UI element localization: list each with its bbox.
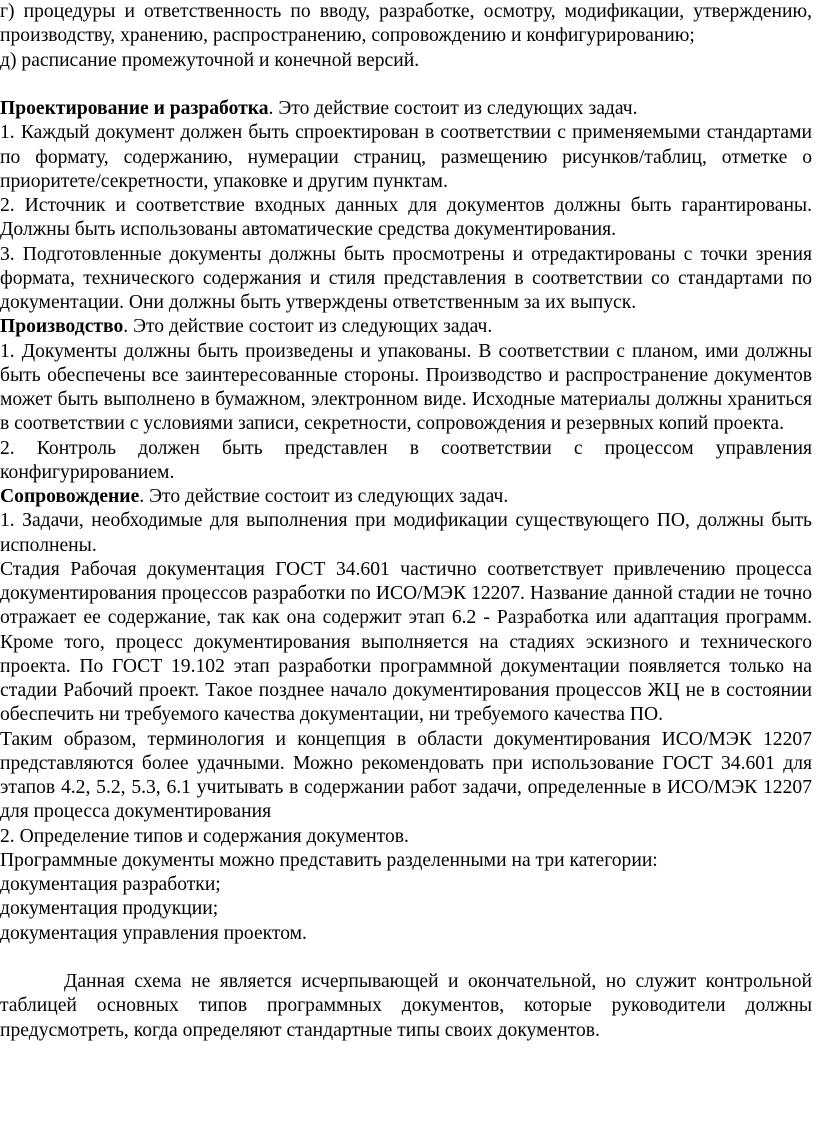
design-title: Проектирование и разработка [0,98,269,119]
maintenance-title: Сопровождение [0,486,140,507]
category-management: документация управления проектом. [0,922,307,944]
paragraph-stage: Стадия Рабочая документация ГОСТ 34.601 частично соответствует привлечению процесса документирования процессов разработки по ИСО/МЭК 12207. Название данной стадии не точно отражает ее содержание, так как она содержит этап 6.2 - Разработка или адаптация программ. Кроме того, процесс документирования выполняется на стадиях эскизного и технического проекта. По ГОСТ 19.102 этап разработки программной документации появляется только на стадии Рабочий проект. Такое позднее начало документирования процессов ЖЦ не в состоянии обеспечить ни требуемого качества документации, ни требуемого качества ПО. [0,558,812,726]
production-item-1: 1. Документы должны быть произведены и упакованы. В соответствии с планом, ими должны быть обеспечены все заинтересованные стороны. Производство и распространение документов может быть выполнено в бумажном, электронном виде. Исходные материалы должны храниться в соответствии с условиями записи, секретности, сопровождения и резервных копий проекта. [0,340,812,435]
maintenance-heading-paragraph [0,485,812,509]
design-intro: . Это действие состоит из следующих задач. [268,98,638,119]
category-development: документация разработки; [0,874,221,895]
maintenance-intro: . Это действие состоит из следующих задач. [139,486,509,507]
paragraph-categories: Программные документы можно представить разделенными на три категории: [0,849,658,871]
design-item-1: 1. Каждый документ должен быть спроектирован в соответствии с применяемыми стандартами по формату, содержанию, нумерации страниц, размещению рисунков/таблиц, отметке о приоритете/секретности, упаковке и другим пунктам. [0,122,812,192]
category-product: документация продукции; [0,898,219,920]
production-item-2: 2. Контроль должен быть представлен в соответствии с процессом управления конфигурированием. [0,437,812,483]
design-item-2: 2. Источник и соответствие входных данных для документов должны быть гарантированы. Должны быть использованы автоматические средства документирования. [0,195,812,241]
production-title: Производство [0,316,124,338]
production-intro: . Это действие состоит из следующих задач. [123,316,493,338]
paragraph-thus: Таким образом, терминология и концепция в области документирования ИСО/МЭК 12207 представляются более удачными. Можно рекомендовать при использование ГОСТ 34.601 для этапов 4.2, 5.2, 5.3, 6.1 учитывать в содержании работ задачи, определенные в ИСО/МЭК 12207 для процесса документирования [0,728,812,823]
design-item-3: 3. Подготовленные документы должны быть просмотрены и отредактированы с точки зрения формата, технического содержания и стиля представления в соответствии со стандартами по документации. Они должны быть утверждены ответственным за их выпуск. [0,243,812,313]
paragraph-final: Данная схема не является исчерпывающей и окончательной, но служит контрольной таблицей основных типов программных документов, которые руководители должны предусмотреть, когда определяют стандартные типы своих документов. [0,971,812,1041]
paragraph-procedures: г) процедуры и ответственность по вводу, разработке, осмотру, модификации, утверждению, производству, хранению, распространению, сопровождению и конфигурированию; [0,1,812,47]
blank-line [0,946,812,970]
production-heading-paragraph [0,315,812,339]
design-heading-paragraph [0,97,812,121]
maintenance-item-1: 1. Задачи, необходимые для выполнения при модификации существующего ПО, должны быть исполнены. [0,510,812,556]
blank-line [0,73,812,97]
paragraph-types: 2. Определение типов и содержания документов. [0,825,409,847]
paragraph-schedule: д) расписание промежуточной и конечной версий. [0,49,420,71]
